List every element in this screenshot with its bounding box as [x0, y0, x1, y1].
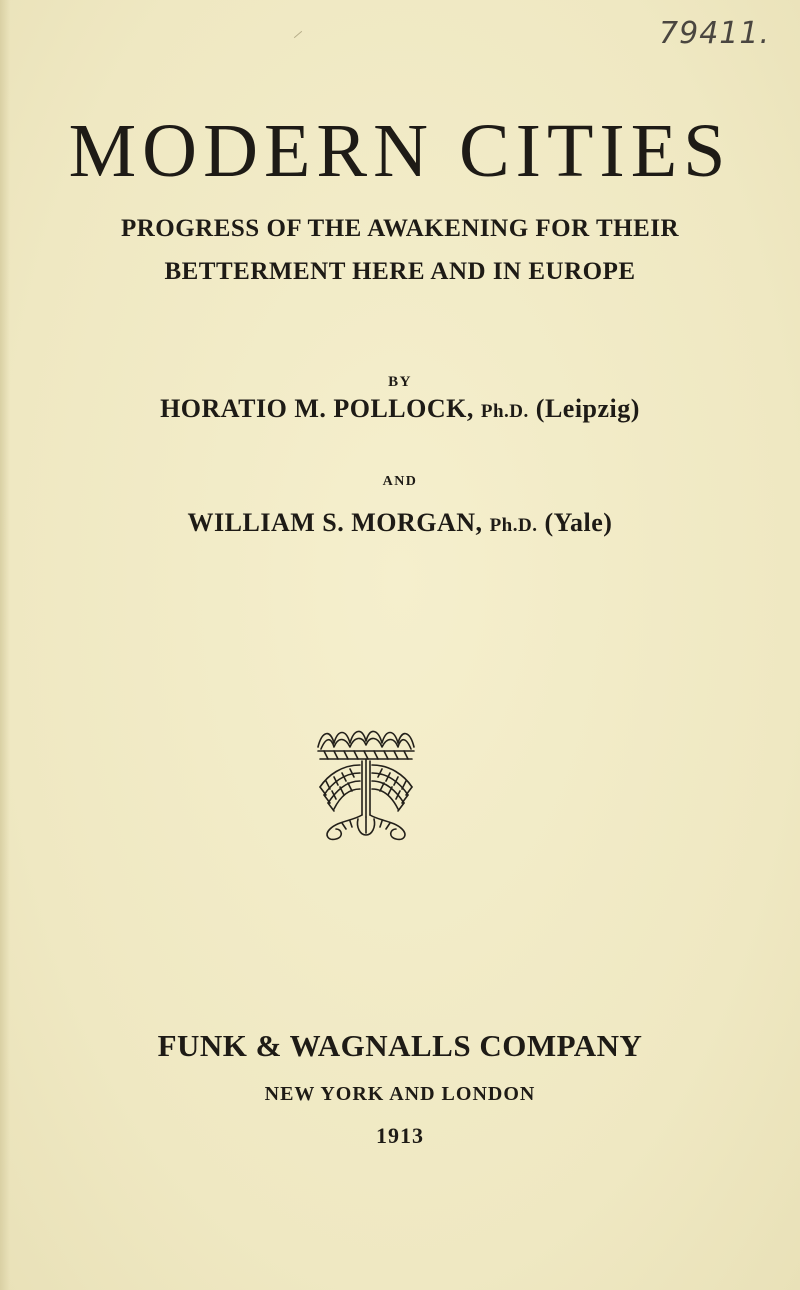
author-1-name: HORATIO M. POLLOCK, [160, 394, 474, 423]
conjunction: AND [382, 474, 418, 489]
author-2-name: WILLIAM S. MORGAN, [187, 508, 483, 537]
subtitle-line-2: BETTERMENT HERE AND IN EUROPE [164, 258, 636, 285]
author-1 [0, 394, 800, 424]
author-2-degree: Ph.D. [489, 515, 538, 536]
author-1-degree: Ph.D. [480, 401, 529, 422]
publication-year: 1913 [376, 1123, 424, 1148]
author-2 [0, 508, 800, 538]
book-title: MODERN CITIES [68, 109, 732, 193]
publisher-name: FUNK & WAGNALLS COMPANY [157, 1028, 643, 1063]
byline: BY [388, 374, 412, 390]
author-1-institution: (Leipzig) [535, 394, 640, 423]
pencil-mark [294, 31, 302, 38]
publisher-places: NEW YORK AND LONDON [264, 1083, 536, 1105]
publisher-device-icon [312, 725, 420, 843]
author-2-institution: (Yale) [544, 508, 613, 537]
library-mark: 79411. [659, 16, 770, 51]
subtitle-line-1: PROGRESS OF THE AWAKENING FOR THEIR [120, 215, 680, 242]
